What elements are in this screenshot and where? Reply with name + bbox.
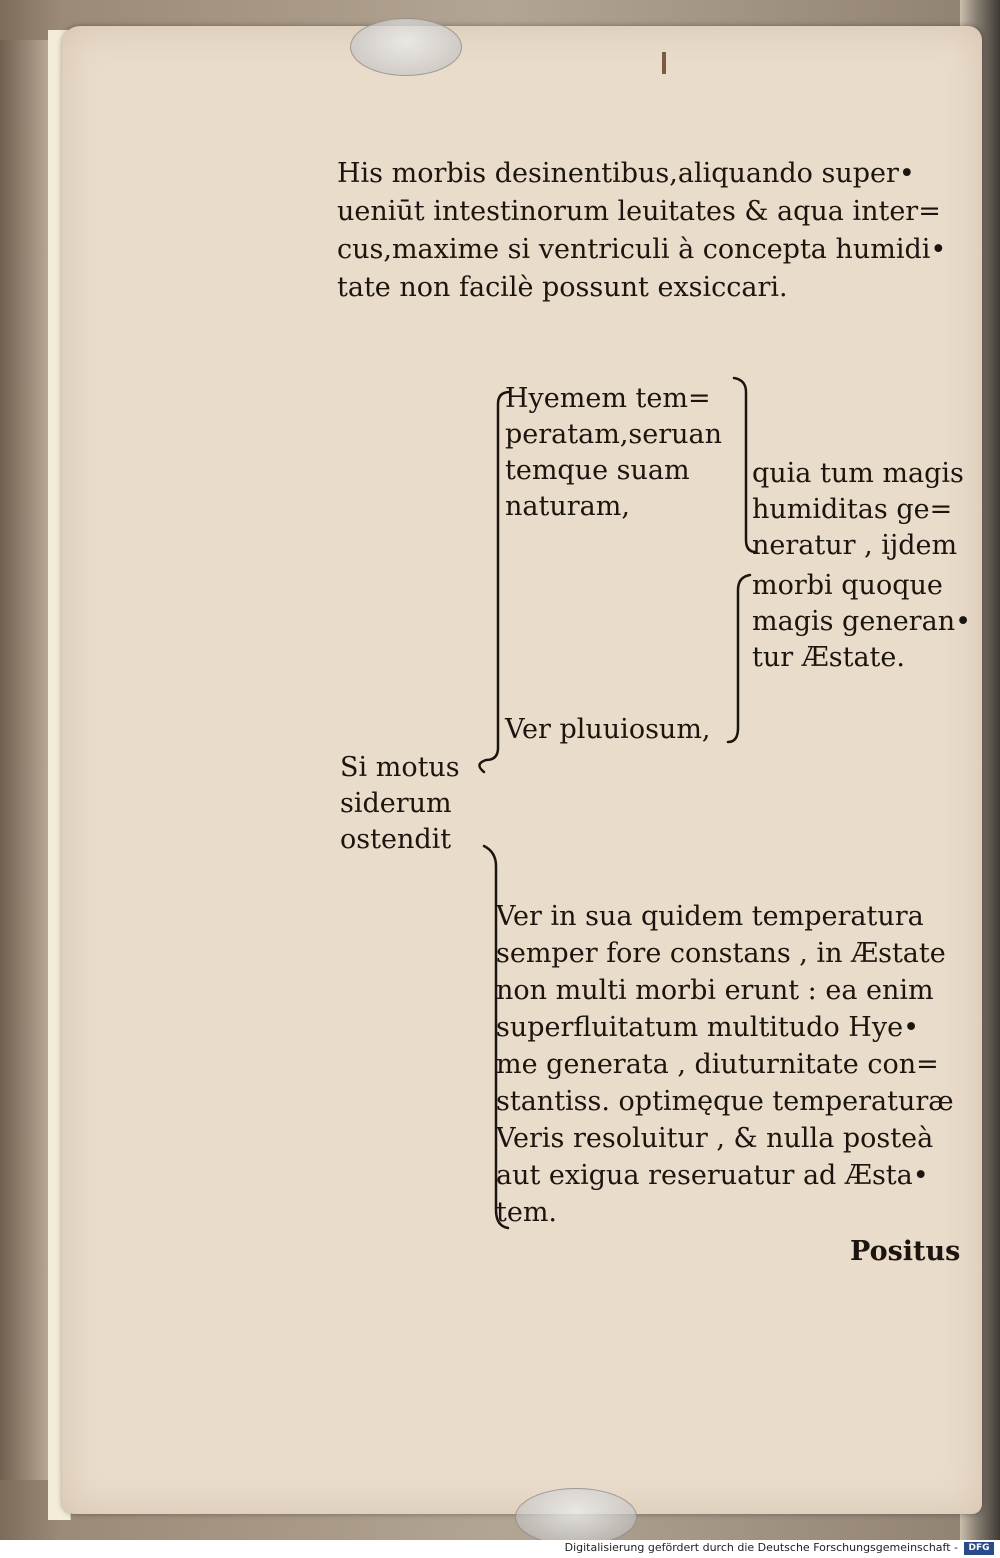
si-line: Si motus: [340, 752, 460, 783]
col1-ver-line: Ver pluuiosum,: [505, 714, 711, 745]
ver-line: tem.: [496, 1197, 558, 1228]
col2-line: quia tum magis: [752, 458, 964, 489]
column-two-lower: [752, 568, 971, 676]
footer-bar: [0, 1540, 1000, 1558]
si-line: ostendit: [340, 824, 452, 855]
si-line: siderum: [340, 788, 452, 819]
intro-line: His morbis desinentibus,aliquando super•: [337, 158, 915, 189]
col2-line: tur Æstate.: [752, 642, 905, 673]
footer-credit: Digitalisierung gefördert durch die Deutsche Forschungsgemeinschaft -: [564, 1541, 958, 1554]
col2-line: magis generan•: [752, 606, 972, 637]
ver-line: aut exigua reseruatur ad Æsta•: [496, 1160, 929, 1191]
col1-line: naturam,: [505, 491, 630, 522]
ver-line: me generata , diuturnitate con=: [496, 1049, 939, 1080]
ver-line: Veris resoluitur , & nulla posteà: [496, 1123, 934, 1154]
intro-line: ueniūt intestinorum leuitates & aqua inter=: [337, 196, 941, 227]
col1-line: peratam,seruan: [505, 419, 723, 450]
col2-line: morbi quoque: [752, 570, 943, 601]
ver-paragraph: [496, 898, 954, 1231]
col2-line: neratur , ijdem: [752, 530, 958, 561]
ver-line: semper fore constans , in Æstate: [496, 938, 946, 969]
right-brace-lower: [728, 575, 750, 742]
col1-line: temque suam: [505, 455, 690, 486]
intro-line: cus,maxime si ventriculi à concepta humidi•: [337, 234, 947, 265]
column-two-upper: [752, 456, 964, 564]
col2-line: humiditas ge=: [752, 494, 953, 525]
intro-line: tate non facilè possunt exsiccari.: [337, 272, 788, 303]
ver-line: stantiss. optimęque temperaturæ: [496, 1086, 954, 1117]
column-one-text: [505, 381, 722, 525]
catchword: Positus: [850, 1236, 961, 1267]
ver-line: Ver in sua quidem temperatura: [496, 901, 924, 932]
col1-line: Hyemem tem=: [505, 383, 711, 414]
ver-line: superfluitatum multitudo Hye•: [496, 1012, 919, 1043]
ver-line: non multi morbi erunt : ea enim: [496, 975, 934, 1006]
dfg-logo-icon: DFG: [964, 1542, 994, 1555]
si-motus-heading: [340, 750, 460, 858]
